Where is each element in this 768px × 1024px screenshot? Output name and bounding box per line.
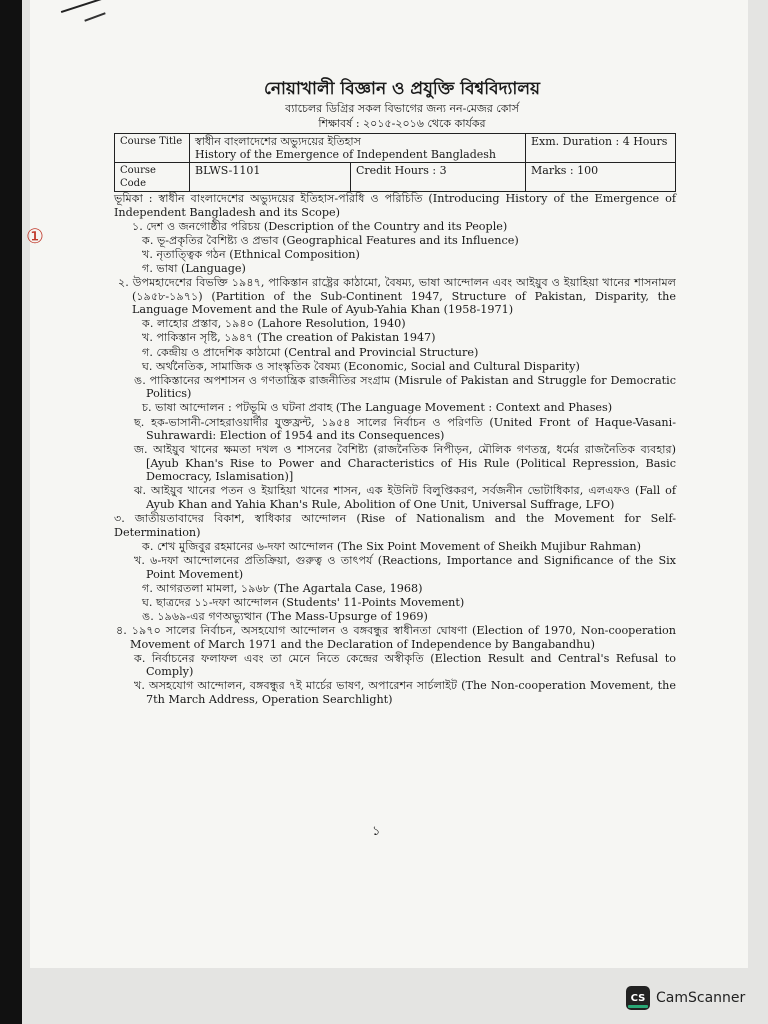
- sub-item: ঘ. ছাত্রদের ১১-দফা আন্দোলন (Students' 11-Points Movement): [142, 595, 465, 609]
- course-code-label: Course Code: [115, 163, 190, 192]
- camscanner-watermark: [626, 986, 745, 1010]
- course-code: BLWS-1101: [190, 163, 351, 192]
- sub-item: ক. শেখ মুজিবুর রহমানের ৬-দফা আন্দোলন (The Six Point Movement of Sheikh Mujibur Rahman): [142, 539, 641, 553]
- sub-item: ঝ. আইয়ুব খানের পতন ও ইয়াহিয়া খানের শাসন, এক ইউনিট বিলুপ্তিকরণ, সর্বজনীন ভোটাধিকার, এলএফও (Fall of Ayub Khan and Yahia Khan's Rule, Abolition of One Unit, Universal Suffrage, LFO): [134, 484, 676, 512]
- syllabus-body: [114, 192, 676, 707]
- section-heading: ৩. জাতীয়তাবাদের বিকাশ, স্বাধিকার আন্দোলন (Rise of Nationalism and the Movement for Self- Determination): [114, 512, 676, 539]
- exam-duration: Exm. Duration : 4 Hours: [526, 134, 676, 163]
- margin-annotation: ①: [26, 224, 44, 248]
- sub-item: গ. আগরতলা মামলা, ১৯৬৮ (The Agartala Case, 1968): [142, 581, 423, 595]
- sub-item: ছ. হক-ভাসানী-সোহরাওয়ার্দীর যুক্তফ্রন্ট, ১৯৫৪ সালের নির্বাচন ও পরিণতি (United Front of Haque-Vasani-Suhrawardi: Election of 1954 and its Consequences): [134, 415, 676, 443]
- sub-item: গ. ভাষা (Language): [142, 261, 246, 275]
- program-subtitle: ব্যাচেলর ডিগ্রির সকল বিভাগের জন্য নন-মেজর কোর্স: [285, 102, 519, 115]
- course-title-en: History of the Emergence of Independent Bangladesh: [195, 148, 496, 161]
- session-line: শিক্ষাবর্ষ : ২০১৫-২০১৬ থেকে কার্যকর: [318, 117, 486, 130]
- marks: Marks : 100: [526, 163, 676, 192]
- sub-item: ঙ. পাকিস্তানের অপশাসন ও গণতান্ত্রিক রাজনীতির সংগ্রাম (Misrule of Pakistan and Struggle for Democratic Politics): [134, 373, 676, 401]
- sub-item: ঙ. ১৯৬৯-এর গণঅভ্যুত্থান (The Mass-Upsurge of 1969): [142, 609, 428, 623]
- course-title-bn: স্বাধীন বাংলাদেশের অভ্যুদয়ের ইতিহাস: [195, 135, 361, 148]
- sub-item: খ. নৃতাত্ত্বিক গঠন (Ethnical Composition): [142, 247, 360, 261]
- section-heading: ২. উপমহাদেশের বিভক্তি ১৯৪৭, পাকিস্তান রাষ্ট্রের কাঠামো, বৈষম্য, ভাষা আন্দোলন এবং আইয়ুব ও ইয়াহিয়া খানের শাসনামল (১৯৫৮-১৯৭১) (Partition of the Sub-Continent 1947, Structure of Pakistan, Disparity, the Language Movement and the Rule of Ayub-Yahia Khan (1958-1971): [118, 276, 676, 317]
- sub-item: খ. পাকিস্তান সৃষ্টি, ১৯৪৭ (The creation of Pakistan 1947): [142, 331, 436, 345]
- camscanner-logo-icon: CS: [626, 986, 650, 1010]
- university-name: নোয়াখালী বিজ্ঞান ও প্রযুক্তি বিশ্ববিদ্যালয়: [263, 79, 541, 99]
- course-title-cell: [190, 134, 526, 163]
- page-number: ১: [372, 824, 381, 839]
- sub-item: জ. আইয়ুব খানের ক্ষমতা দখল ও শাসনের বৈশিষ্ট্য (রাজনৈতিক নিপীড়ন, মৌলিক গণতন্ত্র, ধর্মের রাজনৈতিক ব্যবহার) [Ayub Khan's Rise to Power and Characteristics of His Rule (Political Repression, Basic Democracy, Islamisation)]: [134, 443, 676, 484]
- sub-item: খ. অসহযোগ আন্দোলন, বঙ্গবন্ধুর ৭ই মার্চের ভাষণ, অপারেশন সার্চলাইট (The Non-cooperation Movement, the 7th March Address, Operation Searchlight): [134, 679, 676, 706]
- credit-hours: Credit Hours : 3: [351, 163, 526, 192]
- course-title-row: [115, 134, 676, 163]
- section-heading: ১. দেশ ও জনগোষ্ঠীর পরিচয় (Description of the Country and its People): [132, 219, 508, 233]
- sub-item: চ. ভাষা আন্দোলন : পটভূমি ও ঘটনা প্রবাহ (The Language Movement : Context and Phases): [142, 401, 613, 415]
- sub-item: ক. লাহোর প্রস্তাব, ১৯৪০ (Lahore Resolution, 1940): [142, 317, 406, 331]
- camscanner-label: CamScanner: [656, 990, 746, 1006]
- course-info-table: [114, 133, 676, 192]
- course-title-label: Course Title: [115, 134, 190, 163]
- scan-dark-edge: [0, 0, 22, 1024]
- sub-item: খ. ৬-দফা আন্দোলনের প্রতিক্রিয়া, গুরুত্ব ও তাৎপর্য (Reactions, Importance and Significance of the Six Point Movement): [134, 553, 676, 581]
- sub-item: ক. নির্বাচনের ফলাফল এবং তা মেনে নিতে কেন্দ্রের অস্বীকৃতি (Election Result and Central's Refusal to Comply): [134, 651, 676, 679]
- sub-item: গ. কেন্দ্রীয় ও প্রাদেশিক কাঠামো (Central and Provincial Structure): [142, 345, 479, 359]
- sub-item: ক. ভূ-প্রকৃতির বৈশিষ্ট্য ও প্রভাব (Geographical Features and its Influence): [142, 233, 519, 247]
- section-heading: ৪. ১৯৭০ সালের নির্বাচন, অসহযোগ আন্দোলন ও বঙ্গবন্ধুর স্বাধীনতা ঘোষণা (Election of 1970, Non-cooperation Movement of March 1971 and the Declaration of Independence by Bangabandhu): [116, 623, 676, 651]
- course-code-row: [115, 163, 676, 192]
- sub-item: ঘ. অর্থনৈতিক, সামাজিক ও সাংস্কৃতিক বৈষম্য (Economic, Social and Cultural Disparity): [142, 359, 580, 373]
- intro-line: ভূমিকা : স্বাধীন বাংলাদেশের অভ্যুদয়ের ইতিহাস-পরিধি ও পরিচিতি (Introducing History of the Emergence of Independent Bangladesh and its Scope): [114, 192, 676, 219]
